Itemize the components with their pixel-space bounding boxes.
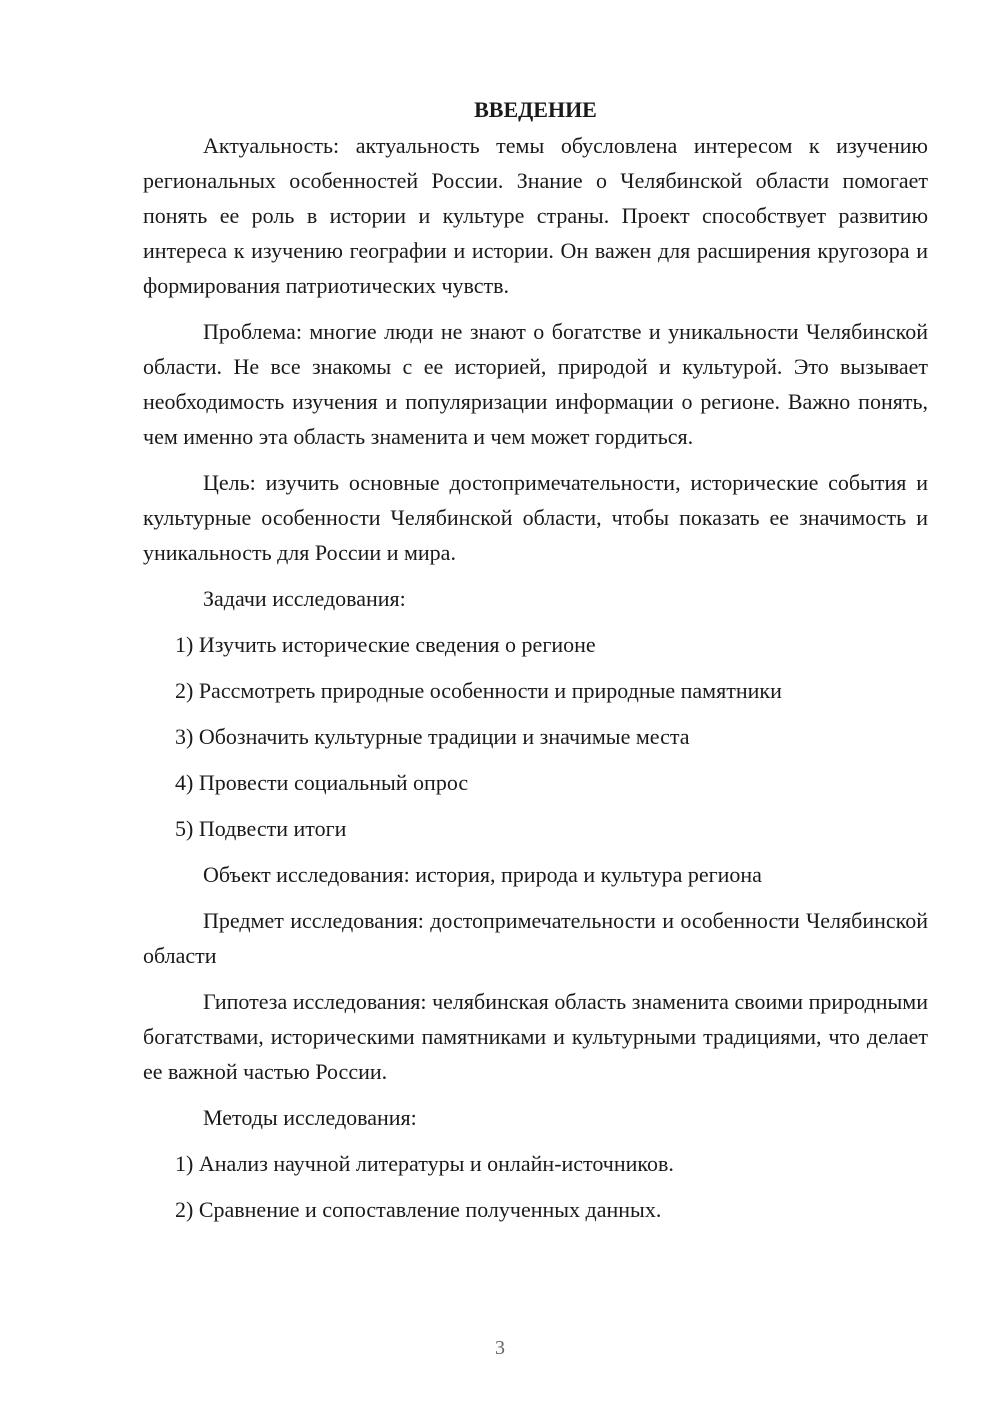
section-title: ВВЕДЕНИЕ: [474, 97, 597, 122]
tasks-list: [143, 627, 928, 846]
relevance-paragraph: Актуальность: актуальность темы обусловлена интересом к изучению региональных особенностей России. Знание о Челябинской области помогает понять ее роль в истории и культуре страны. Проект способствует развитию интереса к изучению географии и истории. Он важен для расширения кругозора и формирования патриотических чувств.: [143, 133, 928, 298]
list-item: 2) Рассмотреть природные особенности и природные памятники: [175, 678, 782, 703]
subject-paragraph: Предмет исследования: достопримечательности и особенности Челябинской области: [143, 908, 928, 968]
list-item: 3) Обозначить культурные традиции и значимые места: [175, 724, 690, 749]
list-item: 1) Изучить исторические сведения о регионе: [175, 632, 596, 657]
list-item: 4) Провести социальный опрос: [175, 770, 469, 795]
methods-list: [143, 1146, 928, 1227]
tasks-heading: Задачи исследования:: [203, 586, 406, 611]
page-number: 3: [495, 1337, 505, 1359]
list-item: 2) Сравнение и сопоставление полученных данных.: [175, 1197, 662, 1222]
list-item: 5) Подвести итоги: [175, 816, 347, 841]
methods-heading: Методы исследования:: [203, 1105, 417, 1130]
document-page: [143, 92, 928, 1238]
list-item: 1) Анализ научной литературы и онлайн-источников.: [175, 1151, 674, 1176]
object-paragraph: Объект исследования: история, природа и культура региона: [203, 862, 762, 887]
goal-paragraph: Цель: изучить основные достопримечательности, исторические события и культурные особенности Челябинской области, чтобы показать ее значимость и уникальность для России и мира.: [143, 470, 928, 565]
hypothesis-paragraph: Гипотеза исследования: челябинская область знаменита своими природными богатствами, историческими памятниками и культурными традициями, что делает ее важной частью России.: [143, 989, 928, 1084]
problem-paragraph: Проблема: многие люди не знают о богатстве и уникальности Челябинской области. Не все знакомы с ее историей, природой и культурой. Это вызывает необходимость изучения и популяризации информации о регионе. Важно понять, чем именно эта область знаменита и чем может гордиться.: [143, 319, 928, 449]
